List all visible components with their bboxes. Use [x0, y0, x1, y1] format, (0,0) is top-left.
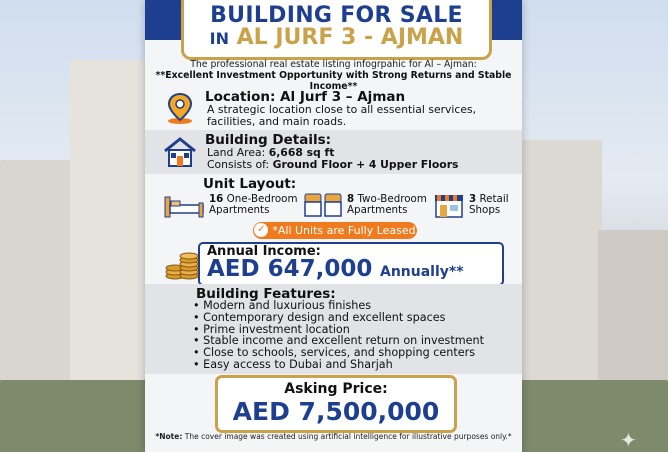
land-area-value: 6,668 sq ft — [268, 146, 335, 159]
land-area-label: Land Area: — [207, 146, 266, 159]
unit-two-bedroom-label: Two-Bedroom — [357, 193, 427, 205]
floors-value: Ground Floor + 4 Upper Floors — [272, 158, 459, 171]
title-prefix: IN — [209, 29, 229, 48]
background-building-left-2 — [70, 60, 145, 380]
sparkle-icon: ✦ — [620, 428, 637, 452]
map-pin-icon — [165, 92, 195, 128]
unit-layout-heading: Unit Layout: — [203, 176, 297, 192]
asking-price-box — [215, 375, 457, 433]
unit-one-bedroom-count: 16 — [209, 193, 224, 205]
unit-one-bedroom-label-2: Apartments — [209, 204, 270, 216]
background-building-right-2 — [598, 230, 668, 390]
title-line-1: BUILDING FOR SALE — [210, 3, 463, 28]
background-building-left — [0, 160, 78, 380]
house-icon — [163, 136, 197, 172]
feature-item: • Prime investment location — [193, 322, 350, 336]
intro-line-1: The professional real estate listing infogrpahic for Al – Ajman: — [190, 59, 477, 70]
title-place: AL JURF 3 - AJMAN — [236, 25, 464, 50]
coins-icon — [165, 246, 199, 284]
feature-item: • Easy access to Dubai and Sharjah — [193, 357, 393, 371]
feature-item: • Contemporary design and excellent spaces — [193, 310, 446, 324]
listing-poster — [145, 0, 522, 452]
note-label: *Note: — [155, 432, 183, 441]
unit-two-bedroom-label-2: Apartments — [347, 204, 408, 216]
title-line-2 — [184, 25, 489, 50]
unit-retail-count: 3 — [469, 193, 477, 205]
fully-leased-badge — [253, 222, 417, 239]
features-list — [193, 300, 484, 371]
floors-label: Consists of: — [207, 158, 270, 171]
fully-leased-text: *All Units are Fully Leased — [272, 224, 416, 237]
feature-item: • Stable income and excellent return on investment — [193, 334, 484, 348]
location-text: A strategic location close to all essential services, facilities, and main roads. — [207, 103, 477, 128]
intro-line-2: **Excellent Investment Opportunity with Strong Returns and Stable Income** — [155, 70, 512, 92]
location-heading: Location: Al Jurf 3 – Ajman — [205, 89, 406, 105]
disclaimer-note — [145, 432, 522, 441]
note-text: The cover image was created using artificial intelligence for illustrative purposes only.* — [184, 432, 512, 441]
floors — [207, 159, 458, 171]
features-heading: Building Features: — [196, 286, 336, 302]
asking-price-heading: Asking Price: — [284, 381, 388, 397]
income-heading: Annual Income: — [207, 244, 321, 259]
unit-one-bedroom-label: One-Bedroom — [226, 193, 298, 205]
feature-item: • Modern and luxurious finishes — [193, 299, 372, 312]
unit-retail-label-2: Shops — [469, 204, 501, 216]
two-beds-icon — [303, 191, 343, 219]
income-suffix: Annually** — [380, 264, 464, 280]
asking-price-amount: AED 7,500,000 — [232, 397, 440, 426]
background-building-right — [522, 140, 602, 390]
shop-icon — [433, 191, 465, 219]
title-box — [181, 0, 492, 60]
check-icon: ✓ — [254, 223, 268, 237]
unit-two-bedroom-count: 8 — [347, 193, 355, 205]
details-heading: Building Details: — [205, 132, 332, 148]
feature-item: • Close to schools, services, and shopping centers — [193, 346, 476, 360]
income-amount: AED 647,000 — [207, 256, 373, 282]
unit-retail-label: Retail — [479, 193, 509, 205]
bed-icon — [163, 191, 205, 219]
